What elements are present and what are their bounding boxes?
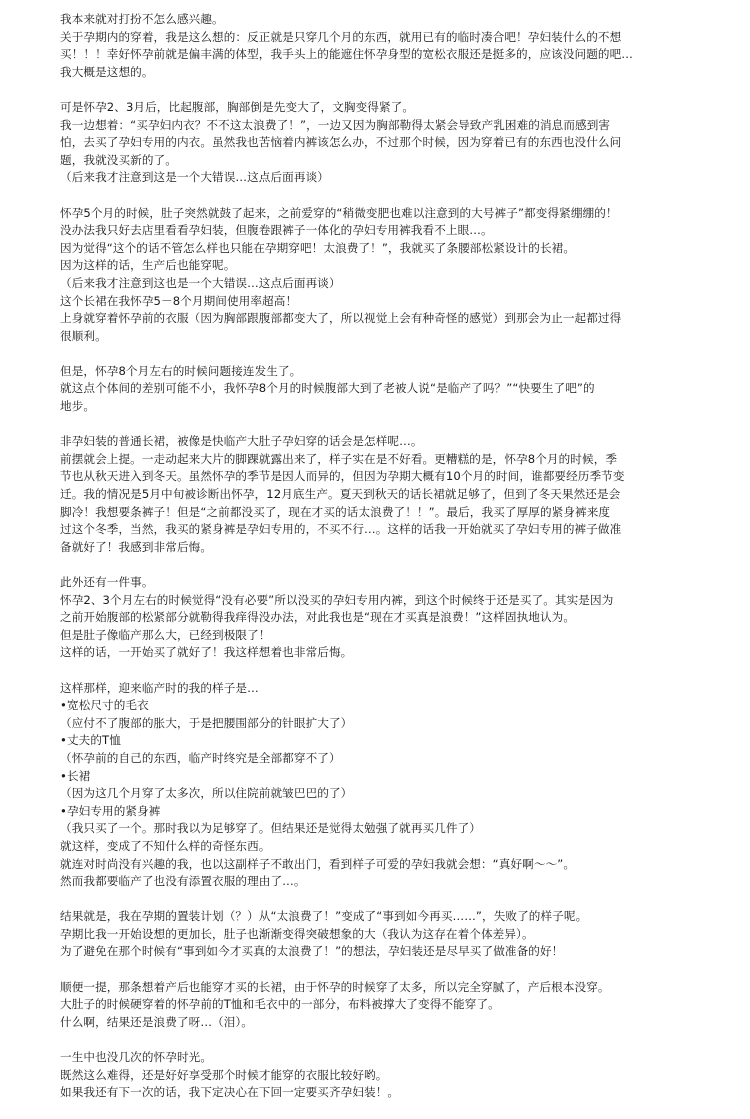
paragraph-9 <box>60 979 700 1032</box>
text-line: •孕妇专用的紧身裤 <box>60 803 161 818</box>
paragraph-2 <box>60 99 700 187</box>
text-line: 孕期比我一开始设想的更加长，肚子也渐渐变得突破想象的大（我认为这存在着个体差异）。 <box>60 926 534 941</box>
text-line: 关于孕期内的穿着，我是这么想的：反正就是只穿几个月的东西，就用已有的临时凑合吧！孕妇装什么的不想 <box>60 29 622 44</box>
text-line: 结果就是，我在孕期的置装计划（？）从“太浪费了！”变成了“事到如今再买……”，失败了的样子呢。 <box>60 909 588 924</box>
text-line: 大肚子的时候硬穿着的怀孕前的T恤和毛衣中的一部分，布料被撑大了变得不能穿了。 <box>60 997 500 1012</box>
text-line: 迁。我的情况是5月中旬被诊断出怀孕，12月底生产。夏天到秋天的话长裙就足够了，但到了冬天果然还是会 <box>60 487 621 502</box>
text-line: 前摆就会上提。一走动起来大片的脚踝就露出来了，样子实在是不好看。更糟糕的是，怀孕8个月的时候，季 <box>60 451 618 466</box>
text-line: 就这样，变成了不知什么样的奇怪东西。 <box>60 838 271 853</box>
text-line: （因为这几个月穿了太多次，所以住院前就皱巴巴的了） <box>60 786 353 801</box>
text-line: •丈夫的T恤 <box>60 733 121 748</box>
text-line: 就这点个体间的差别可能不小，我怀孕8个月的时候腹部大到了老被人说“是临产了吗？”“快要生了吧”的 <box>60 381 595 396</box>
text-line: （我只买了一个。那时我以为足够穿了。但结果还是觉得太勉强了就再买几件了） <box>60 821 481 836</box>
text-line: 怕，去买了孕妇专用的内衣。虽然我也苦恼着内裤该怎么办，不过那个时候，因为穿着已有的东西也没什么问 <box>60 135 622 150</box>
text-line: 这样的话，一开始买了就好了！我这样想着也非常后悔。 <box>60 645 353 660</box>
text-line: 因为这样的话，生产后也能穿呢。 <box>60 258 236 273</box>
text-line: 既然这么难得，还是好好享受那个时候才能穿的衣服比较好哟。 <box>60 1067 388 1082</box>
text-line: 节也从秋天进入到冬天。虽然怀孕的季节是因人而异的，但因为孕期大概有10个月的时间，谁都要经历季节变 <box>60 469 625 484</box>
paragraph-3 <box>60 205 700 346</box>
text-line: 地步。 <box>60 399 96 414</box>
text-line: •宽松尺寸的毛衣 <box>60 698 149 713</box>
text-line: （后来我才注意到这是一个大错误…这点后面再谈） <box>60 170 329 185</box>
paragraph-5 <box>60 433 700 556</box>
text-line: 可是怀孕2、3月后，比起腹部，胸部倒是先变大了，文胸变得紧了。 <box>60 99 415 114</box>
text-line: 怀孕5个月的时候，肚子突然就鼓了起来，之前爱穿的“稍微变肥也难以注意到的大号裤子”都变得紧绷绷的！ <box>60 205 618 220</box>
text-line: 上身就穿着怀孕前的衣服（因为胸部跟腹部都变大了，所以视觉上会有种奇怪的感觉）到那会为止一起都过得 <box>60 311 622 326</box>
article-body <box>60 11 700 1119</box>
text-line: 怀孕2、3个月左右的时候觉得“没有必要”所以没买的孕妇专用内裤，到这个时候终于还是买了。其实是因为 <box>60 592 614 607</box>
text-line: 然而我都要临产了也没有添置衣服的理由了…。 <box>60 874 306 889</box>
text-line: 什么啊，结果还是浪费了呀…（泪）。 <box>60 1014 253 1029</box>
text-line: 我一边想着：“买孕妇内衣？不不这太浪费了！”，一边又因为胸部勒得太紧会导致产乳困难的消息而感到害 <box>60 117 611 132</box>
text-line: 为了避免在那个时候有“事到如今才买真的太浪费了！”的想法，孕妇装还是尽早买了做准备的好！ <box>60 944 564 959</box>
text-line: 很顺利。 <box>60 328 107 343</box>
text-line: 没办法我只好去店里看看孕妇装，但腹卷跟裤子一体化的孕妇专用裤我看不上眼…。 <box>60 223 493 238</box>
text-line: （怀孕前的自己的东西，临产时终究是全部都穿不了） <box>60 750 341 765</box>
text-line: 就连对时尚没有兴趣的我，也以这副样子不敢出门，看到样子可爱的孕妇我就会想：“真好啊～～”。 <box>60 856 576 871</box>
text-line: 过这个冬季，当然，我买的紧身裤是孕妇专用的，不买不行…。这样的话我一开始就买了孕妇专用的裤子做准 <box>60 522 622 537</box>
text-line: 但是，怀孕8个月左右的时候问题接连发生了。 <box>60 363 302 378</box>
paragraph-6 <box>60 574 700 662</box>
paragraph-1 <box>60 11 700 81</box>
paragraph-7 <box>60 680 700 891</box>
text-line: 因为觉得“这个的话不管怎么样也只能在孕期穿吧！太浪费了！”，我就买了条腰部松紧设计的长裙。 <box>60 240 576 255</box>
text-line: 一生中也没几次的怀孕时光。 <box>60 1050 213 1065</box>
text-line: 之前开始腹部的松紧部分就勒得我痒得没办法，对此我也是“现在才买真是浪费！”这样固执地认为。 <box>60 610 576 625</box>
text-line: （应付不了腹部的胀大，于是把腰围部分的针眼扩大了） <box>60 715 353 730</box>
text-line: 备就好了！我感到非常后悔。 <box>60 539 213 554</box>
paragraph-4 <box>60 363 700 416</box>
text-line: 题，我就没买新的了。 <box>60 152 177 167</box>
text-line: 顺便一提，那条想着产后也能穿才买的长裙，由于怀孕的时候穿了太多，所以完全穿腻了，产后根本没穿。 <box>60 979 610 994</box>
text-line: 脚冷！我想要条裤子！但是“之前都没买了，现在才买的话太浪费了！！”。最后，我买了厚厚的紧身裤来度 <box>60 504 611 519</box>
text-line: 如果我还有下一次的话，我下定决心在下回一定要买齐孕妇装！。 <box>60 1085 400 1100</box>
text-line: 我大概是这想的。 <box>60 64 154 79</box>
text-line: 这样那样，迎来临产时的我的样子是… <box>60 680 259 695</box>
text-line: （后来我才注意到这也是一个大错误…这点后面再谈） <box>60 275 341 290</box>
paragraph-8 <box>60 908 700 961</box>
text-line: 此外还有一件事。 <box>60 575 154 589</box>
text-line: •长裙 <box>60 768 91 783</box>
paragraph-10 <box>60 1049 700 1102</box>
text-line: 但是肚子像临产那么大，已经到极限了！ <box>60 627 271 642</box>
text-line: 非孕妇装的普通长裙，被像是快临产大肚子孕妇穿的话会是怎样呢…。 <box>60 434 423 449</box>
text-line: 这个长裙在我怀孕5－8个月期间使用率超高！ <box>60 293 298 308</box>
text-line: 买！！！幸好怀孕前就是偏丰满的体型，我手头上的能遮住怀孕身型的宽松衣服还是挺多的，应该没问题的吧… <box>60 47 633 62</box>
text-line: 我本来就对打扮不怎么感兴趣。 <box>60 12 224 26</box>
